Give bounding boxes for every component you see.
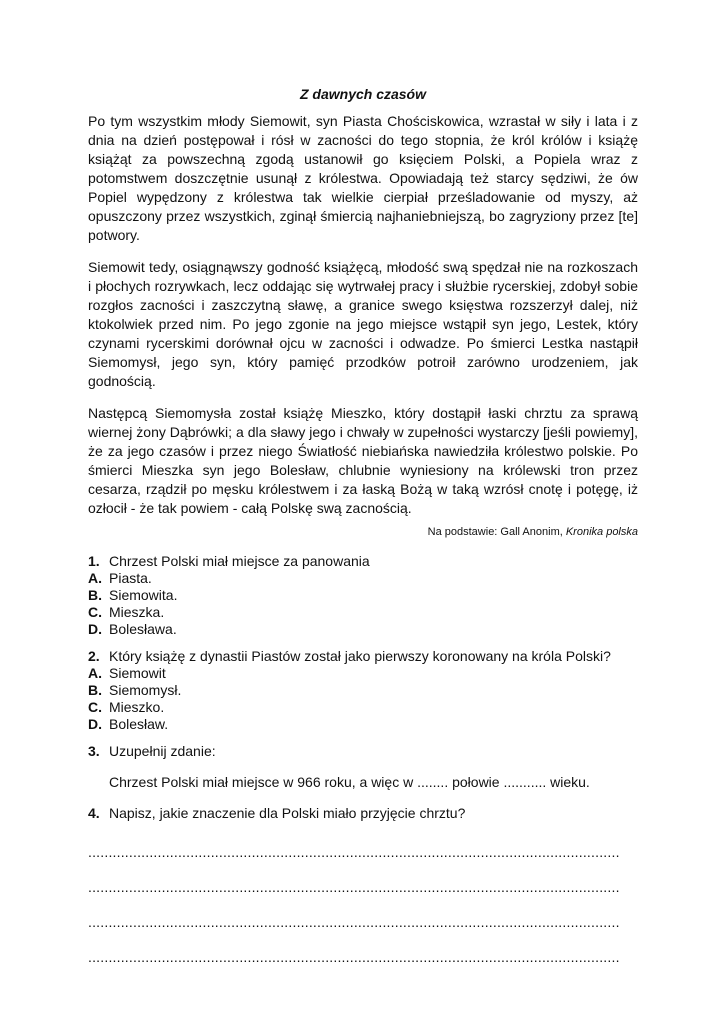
question-3-header [88, 743, 638, 760]
source-citation [88, 525, 638, 539]
option-letter: A. [88, 570, 102, 586]
answer-option-d[interactable] [88, 716, 638, 733]
worksheet [88, 86, 638, 984]
option-text: Siemowita. [109, 587, 178, 603]
question-number: 4. [88, 805, 100, 821]
question-2-header [88, 648, 638, 665]
question-2 [88, 648, 638, 733]
answer-line-4[interactable]: .................................................................................................................................. [88, 949, 620, 965]
option-text: Mieszka. [109, 604, 165, 620]
answer-option-d[interactable] [88, 621, 638, 638]
page-title: Z dawnych czasów [299, 86, 427, 102]
answer-option-a[interactable] [88, 665, 638, 682]
option-letter: D. [88, 621, 102, 637]
answer-option-b[interactable] [88, 682, 638, 699]
question-number: 3. [88, 743, 100, 759]
option-text: Bolesława. [109, 621, 177, 637]
question-number: 1. [88, 553, 100, 569]
source-work-title: Kronika polska [565, 526, 638, 538]
text-paragraph-1: Po tym wszystkim młody Siemowit, syn Piasta Chościskowica, wzrastał w siły i lata i z dnia na dzień postępował i rósł w zacności do tego stopnia, że król królów i książę książąt za powszechną zgodą ustanowił go księciem Polski, a Popiela wraz z potomstwem doszczętnie usunął z królestwa. Opowiadają też starcy sędziwi, że ów Popiel wypędzony z królestwa tak wielkie cierpiał prześladowanie od myszy, aż opuszczony przez wszystkich, zginął śmiercią najhaniebniejszą, bo zagryziony przez [te] potwory. [88, 113, 638, 243]
question-4 [88, 805, 638, 822]
answer-option-c[interactable] [88, 699, 638, 716]
answer-line-1[interactable]: .................................................................................................................................. [88, 844, 620, 860]
option-letter: B. [88, 587, 102, 603]
answer-line-3[interactable]: .................................................................................................................................. [88, 914, 620, 930]
option-letter: B. [88, 682, 102, 698]
source-prefix: Na podstawie: Gall Anonim, [427, 526, 566, 538]
text-paragraph-2: Siemowit tedy, osiągnąwszy godność książęcą, młodość swą spędzał nie na rozkoszach i płochych rozrywkach, lecz oddając się wytrwałej pracy i służbie rycerskiej, zdobył sobie rozgłos zacności i zaszczytną sławę, a granice swego księstwa rozszerzył dalej, niż ktokolwiek przed nim. Po jego zgonie na jego miejsce wstąpił syn jego, Lestek, który czynami rycerskimi dorównał ojcu w zacności i odwadze. Po śmierci Lestka nastąpił Siemomysł, jego syn, który pamięć przodków potroił zarówno urodzeniem, jak godnością. [88, 259, 638, 389]
question-number: 2. [88, 648, 100, 664]
answer-option-a[interactable] [88, 570, 638, 587]
question-text: Uzupełnij zdanie: [109, 743, 216, 759]
answer-option-c[interactable] [88, 604, 638, 621]
answer-option-b[interactable] [88, 587, 638, 604]
option-text: Piasta. [109, 570, 152, 586]
option-text: Mieszko. [109, 699, 165, 715]
option-text: Siemowit [109, 665, 166, 681]
option-letter: D. [88, 716, 102, 732]
option-text: Siemomysł. [109, 682, 182, 698]
answer-line-2[interactable]: .................................................................................................................................. [88, 879, 620, 895]
question-text: Chrzest Polski miał miejsce za panowania [109, 553, 370, 569]
option-letter: C. [88, 699, 102, 715]
question-1-header [88, 553, 638, 570]
option-letter: A. [88, 665, 102, 681]
fill-in-sentence[interactable]: Chrzest Polski miał miejsce w 966 roku, a więc w ........ połowie ........... wieku. [109, 774, 590, 790]
question-text: Który książę z dynastii Piastów został jako pierwszy koronowany na króla Polski? [109, 648, 611, 664]
option-letter: C. [88, 604, 102, 620]
option-text: Bolesław. [109, 716, 169, 732]
text-paragraph-3: Następcą Siemomysła został książę Mieszko, który dostąpił łaski chrztu za sprawą wiernej żony Dąbrówki; a dla sławy jego i chwały w zupełności wystarczy [jeśli powiemy], że za jego czasów i przez niego Światłość niebiańska nawiedziła królestwo polskie. Po śmierci Mieszka syn jego Bolesław, chlubnie wyniesiony na królewski tron przez cesarza, rządził po męsku królestwem i za łaską Bożą w taką wzrósł cnotę i potęgę, iż ozłocił - że tak powiem - całą Polskę swą zacnością. [88, 405, 638, 516]
question-1 [88, 553, 638, 638]
question-4-header [88, 805, 638, 822]
question-text: Napisz, jakie znaczenie dla Polski miało przyjęcie chrztu? [109, 805, 466, 821]
question-3 [88, 743, 638, 791]
